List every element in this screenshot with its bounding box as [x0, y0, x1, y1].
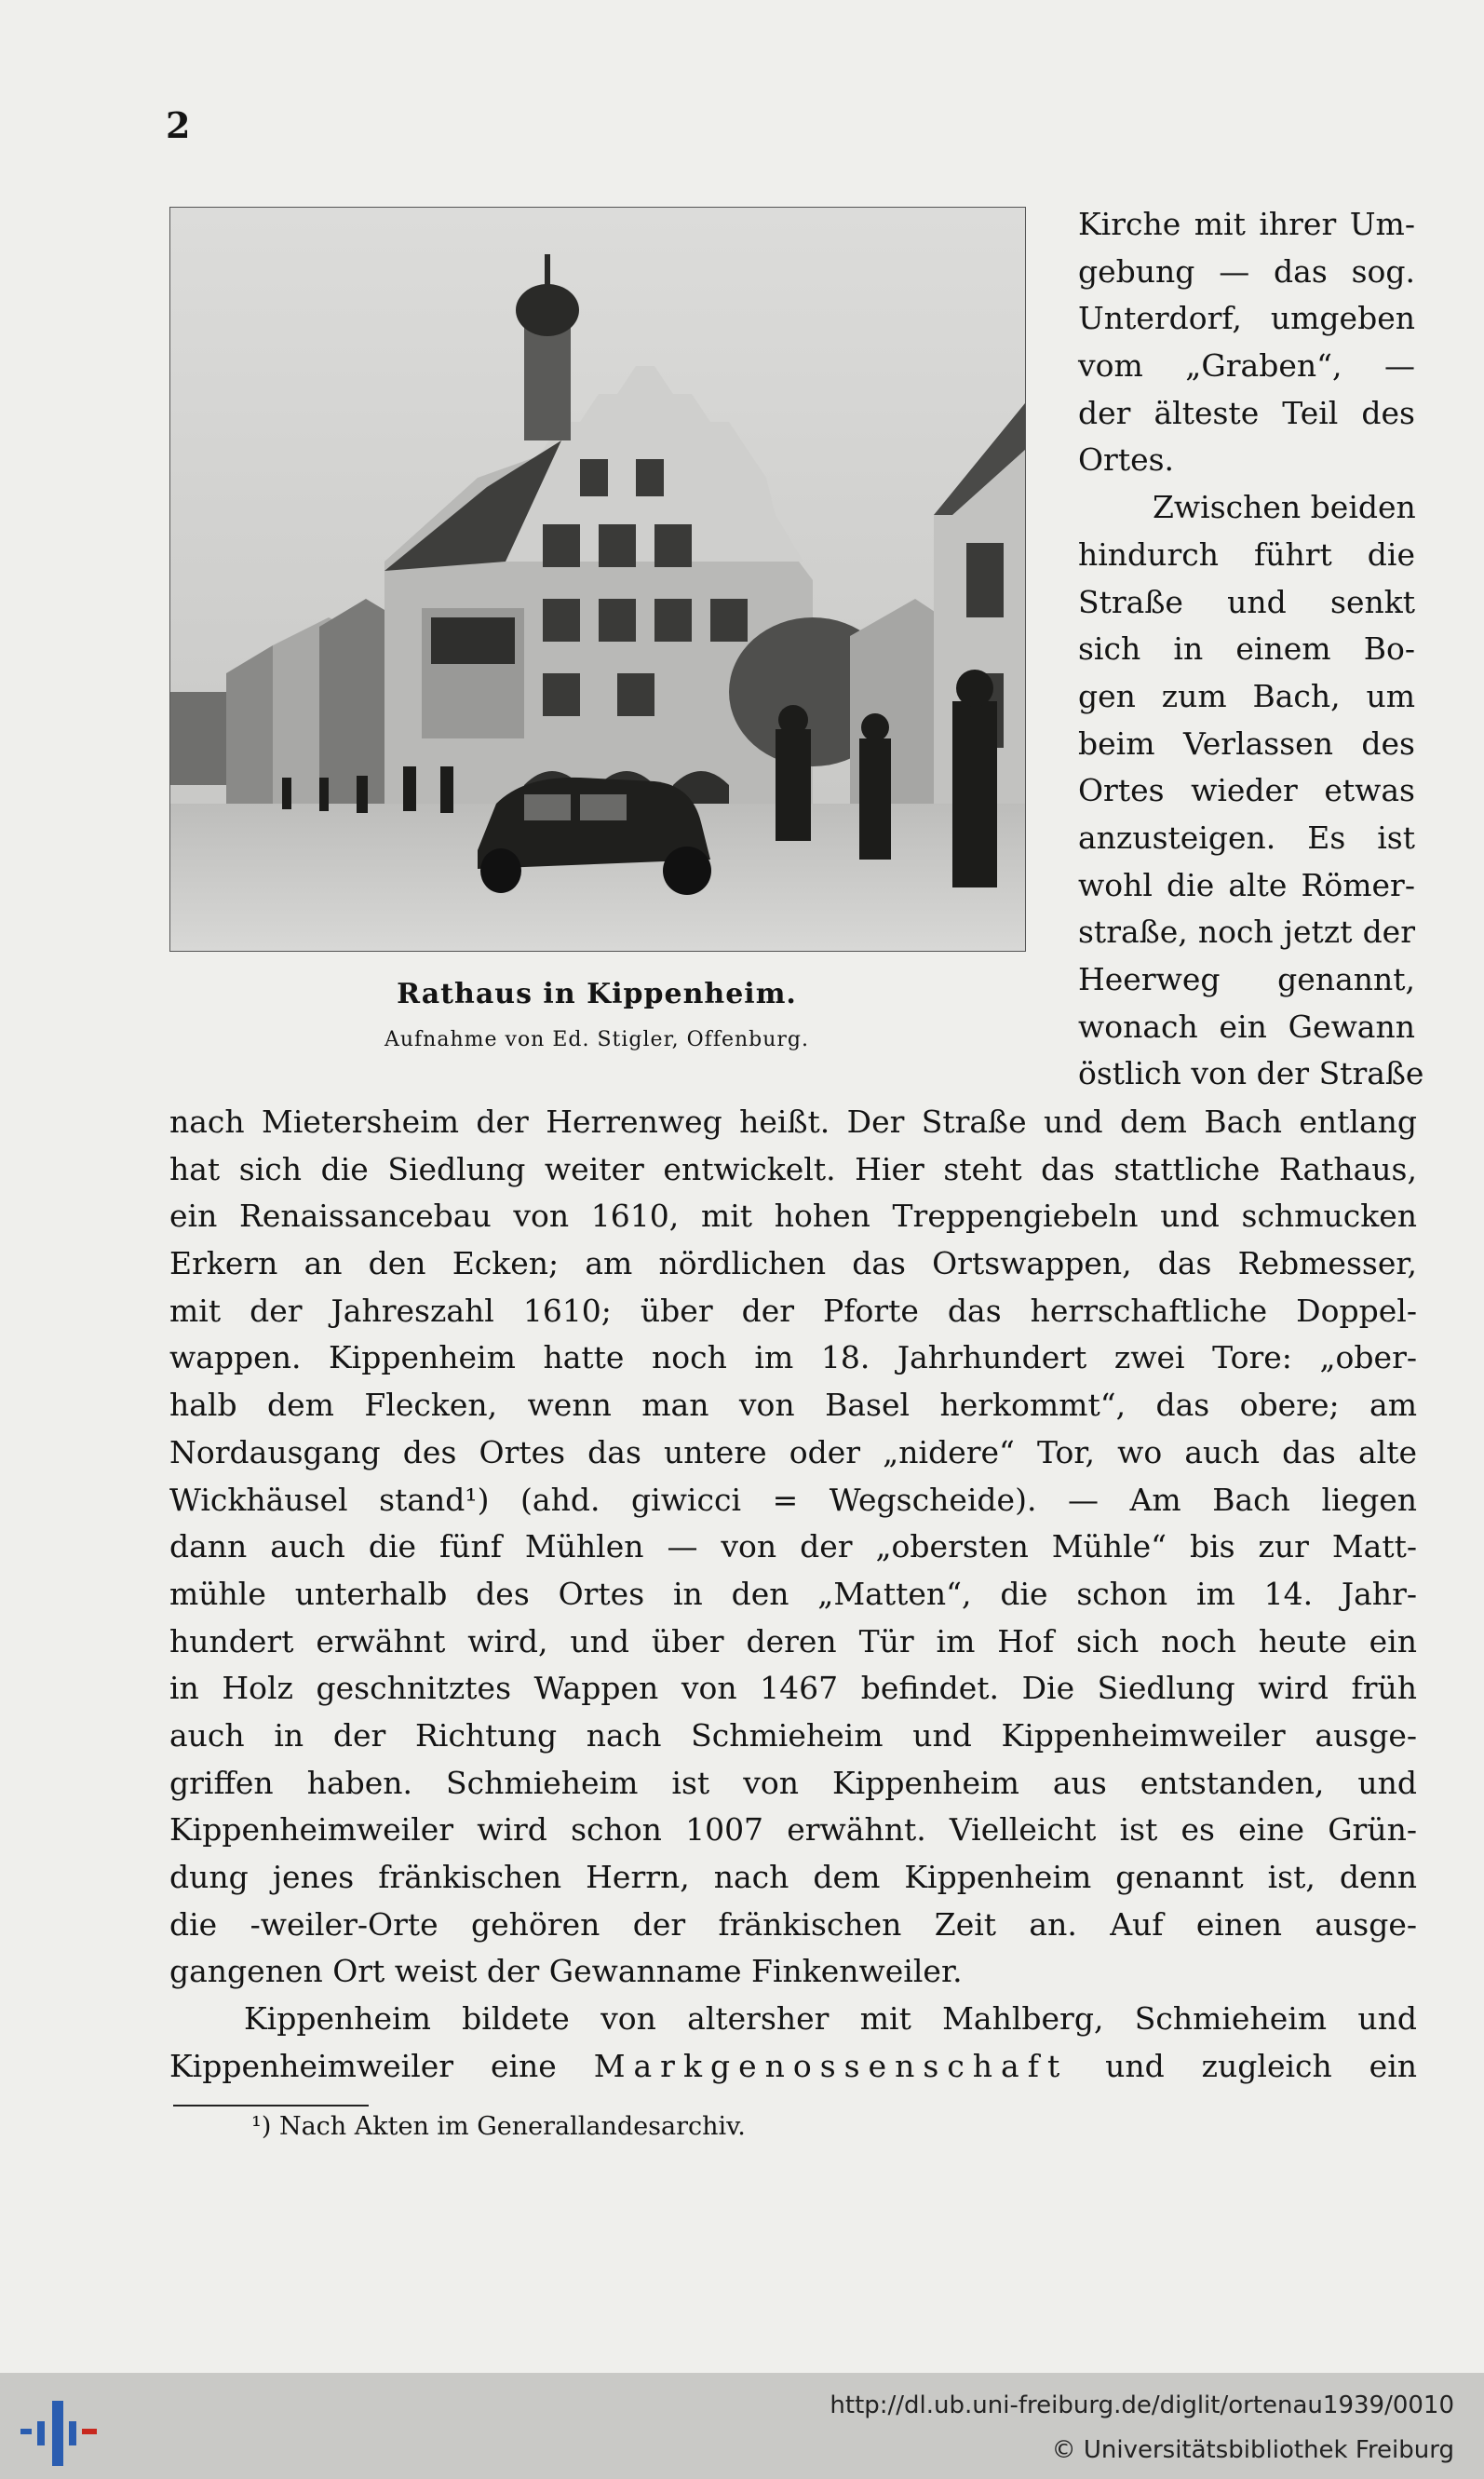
text-line: Unterdorf, umgeben [1078, 300, 1415, 337]
text-line: mühle unterhalb des Ortes in den „Matten“, die schon im 14. Jahr- [169, 1575, 1417, 1612]
text-line: die -weiler-Orte gehören der fränkischen Zeit an. Auf einen ausge- [169, 1905, 1417, 1943]
text-line: ein Renaissancebau von 1610, mit hohen Treppengiebeln und schmucken [169, 1198, 1417, 1235]
copyright-notice: © Universitätsbibliothek Freiburg [1051, 2436, 1454, 2464]
text-line: der älteste Teil des [1078, 394, 1415, 431]
text-line: nach Mietersheim der Herrenweg heißt. Der Straße und dem Bach entlang [169, 1104, 1417, 1140]
rathaus-photo-illustration [170, 208, 1025, 951]
text-line: vom „Graben“, — [1078, 347, 1415, 385]
text-fragment: Kippenheimweiler eine [169, 2047, 594, 2084]
footnote: ¹) Nach Akten im Generallandesarchiv. [251, 2112, 746, 2141]
text-line: Zwischen beiden [1153, 489, 1416, 526]
text-line [169, 2043, 1417, 2091]
text-line: in Holz geschnitztes Wappen von 1467 befindet. Die Siedlung wird früh [169, 1670, 1417, 1707]
text-line: gen zum Bach, um [1078, 677, 1415, 714]
text-line: dung jenes fränkischen Herrn, nach dem Kippenheim genannt ist, denn [169, 1859, 1417, 1895]
text-line: Kippenheim bildete von altersher mit Mahlberg, Schmieheim und [244, 2000, 1417, 2038]
text-line: anzusteigen. Es ist [1078, 819, 1415, 856]
text-line: östlich von der Straße [1078, 1055, 1424, 1092]
text-line: gangenen Ort weist der Gewanname Finkenweiler. [169, 1953, 963, 1990]
text-line: Wickhäusel stand¹) (ahd. giwicci = Wegscheide). — Am Bach liegen [169, 1481, 1417, 1518]
text-line: griffen haben. Schmieheim ist von Kippenheim aus entstanden, und [169, 1764, 1417, 1801]
figure-caption-credit: Aufnahme von Ed. Stigler, Offenburg. [384, 1028, 810, 1051]
text-line: sich in einem Bo- [1078, 630, 1415, 668]
figure-caption-title: Rathaus in Kippenheim. [397, 978, 797, 1010]
text-line: Ortes wieder etwas [1078, 772, 1415, 809]
text-line: Kirche mit ihrer Um- [1078, 206, 1415, 242]
text-line: Nordausgang des Ortes das untere oder „nidere“ Tor, wo auch das alte [169, 1433, 1417, 1470]
side-text-column [1078, 201, 1424, 1098]
document-url-link[interactable]: http://dl.ub.uni-freiburg.de/diglit/ortenau1939/0010 [830, 2391, 1454, 2419]
library-logo-icon [17, 2393, 101, 2468]
text-line: Kippenheimweiler wird schon 1007 erwähnt. Vielleicht ist es eine Grün- [169, 1811, 1417, 1849]
text-line: wohl die alte Römer- [1078, 866, 1415, 903]
text-line: dann auch die fünf Mühlen — von der „obersten Mühle“ bis zur Matt- [169, 1528, 1417, 1565]
text-line: wappen. Kippenheim hatte noch im 18. Jahrhundert zwei Tore: „ober- [169, 1339, 1417, 1376]
rathaus-photo [169, 207, 1026, 952]
text-line: Erkern an den Ecken; am nördlichen das Ortswappen, das Rebmesser, [169, 1245, 1417, 1282]
text-line: hat sich die Siedlung weiter entwickelt. Hier steht das stattliche Rathaus, [169, 1150, 1417, 1187]
text-fragment: und zugleich ein [1068, 2047, 1417, 2084]
text-line: Heerweg genannt, [1078, 961, 1415, 997]
text-line: beim Verlassen des [1078, 725, 1415, 762]
text-line: halb dem Flecken, wenn man von Basel herkommt“, das obere; am [169, 1387, 1417, 1424]
page-number: 2 [166, 104, 191, 146]
text-line: Ortes. [1078, 441, 1175, 479]
text-line: hindurch führt die [1078, 535, 1415, 573]
footnote-divider [173, 2105, 369, 2106]
text-line: gebung — das sog. [1078, 252, 1415, 290]
main-text-column [169, 1099, 1417, 2090]
text-line: straße, noch jetzt der [1078, 914, 1415, 951]
text-line: Straße und senkt [1078, 583, 1415, 620]
text-line: mit der Jahreszahl 1610; über der Pforte das herrschaftliche Doppel- [169, 1292, 1417, 1329]
text-line: hundert erwähnt wird, und über deren Tür im Hof sich noch heute ein [169, 1622, 1417, 1659]
spaced-term: Markgenossenschaft [593, 2047, 1069, 2084]
text-line: wonach ein Gewann [1078, 1008, 1415, 1045]
text-line: auch in der Richtung nach Schmieheim und Kippenheimweiler ausge- [169, 1716, 1417, 1754]
library-footer [0, 2373, 1484, 2479]
